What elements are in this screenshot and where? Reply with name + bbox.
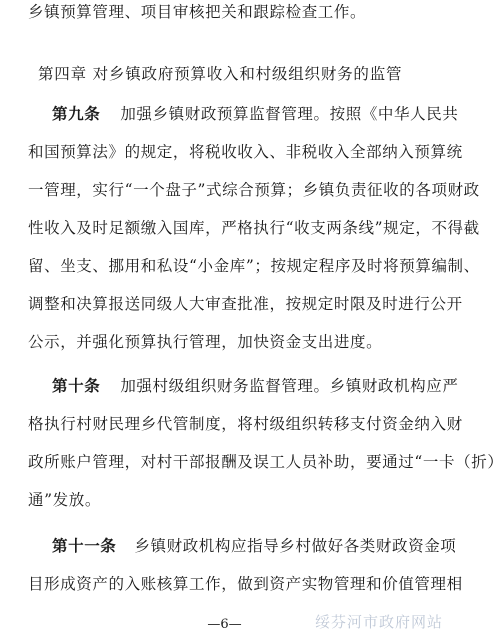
article-11-first-line — [52, 536, 457, 556]
article-10-label: 第十条 — [52, 376, 101, 395]
article-10-text: 加强村级组织财务监督管理。乡镇财政机构应严 — [120, 377, 459, 395]
article-11-label: 第十一条 — [52, 536, 117, 555]
paragraph-line: 公示，并强化预算执行管理，加快资金支出进度。 — [28, 333, 383, 351]
article-9-first-line — [52, 104, 459, 124]
paragraph-line: 和国预算法》的规定，将税收收入、非税收入全部纳入预算统 — [28, 143, 463, 161]
paragraph-line: 留、坐支、挪用和私设“小金库”；按规定程序及时将预算编制、 — [28, 257, 480, 275]
paragraph-line: 性收入及时足额缴入国库，严格执行“收支两条线”规定，不得截 — [28, 219, 480, 237]
chapter-heading: 第四章 对乡镇政府预算收入和村级组织财务的监管 — [38, 65, 403, 83]
article-10-first-line — [52, 376, 459, 396]
article-9-text: 加强乡镇财政预算监督管理。按照《中华人民共 — [120, 105, 459, 123]
site-watermark: 绥芬河市政府网站 — [314, 613, 443, 631]
page-number: —6— — [207, 617, 242, 632]
article-9-label: 第九条 — [52, 104, 101, 123]
article-11-text: 乡镇财政机构应指导乡村做好各类财政资金项 — [134, 537, 457, 555]
paragraph-line: 目形成资产的入账核算工作，做到资产实物管理和价值管理相 — [28, 575, 463, 593]
paragraph-line: 调整和决算报送同级人大审查批准，按规定时限及时进行公开 — [28, 295, 463, 313]
paragraph-line: 一管理，实行“一个盘子”式综合预算；乡镇负责征收的各项财政 — [28, 181, 480, 199]
paragraph-line: 乡镇预算管理、项目审核把关和跟踪检查工作。 — [28, 3, 367, 21]
paragraph-line: 格执行村财民理乡代管制度，将村级组织转移支付资金纳入财 — [28, 415, 463, 433]
paragraph-line: 政所账户管理，对村干部报酬及误工人员补助，要通过“一卡（折） — [28, 453, 503, 471]
paragraph-line: 通”发放。 — [28, 491, 101, 509]
